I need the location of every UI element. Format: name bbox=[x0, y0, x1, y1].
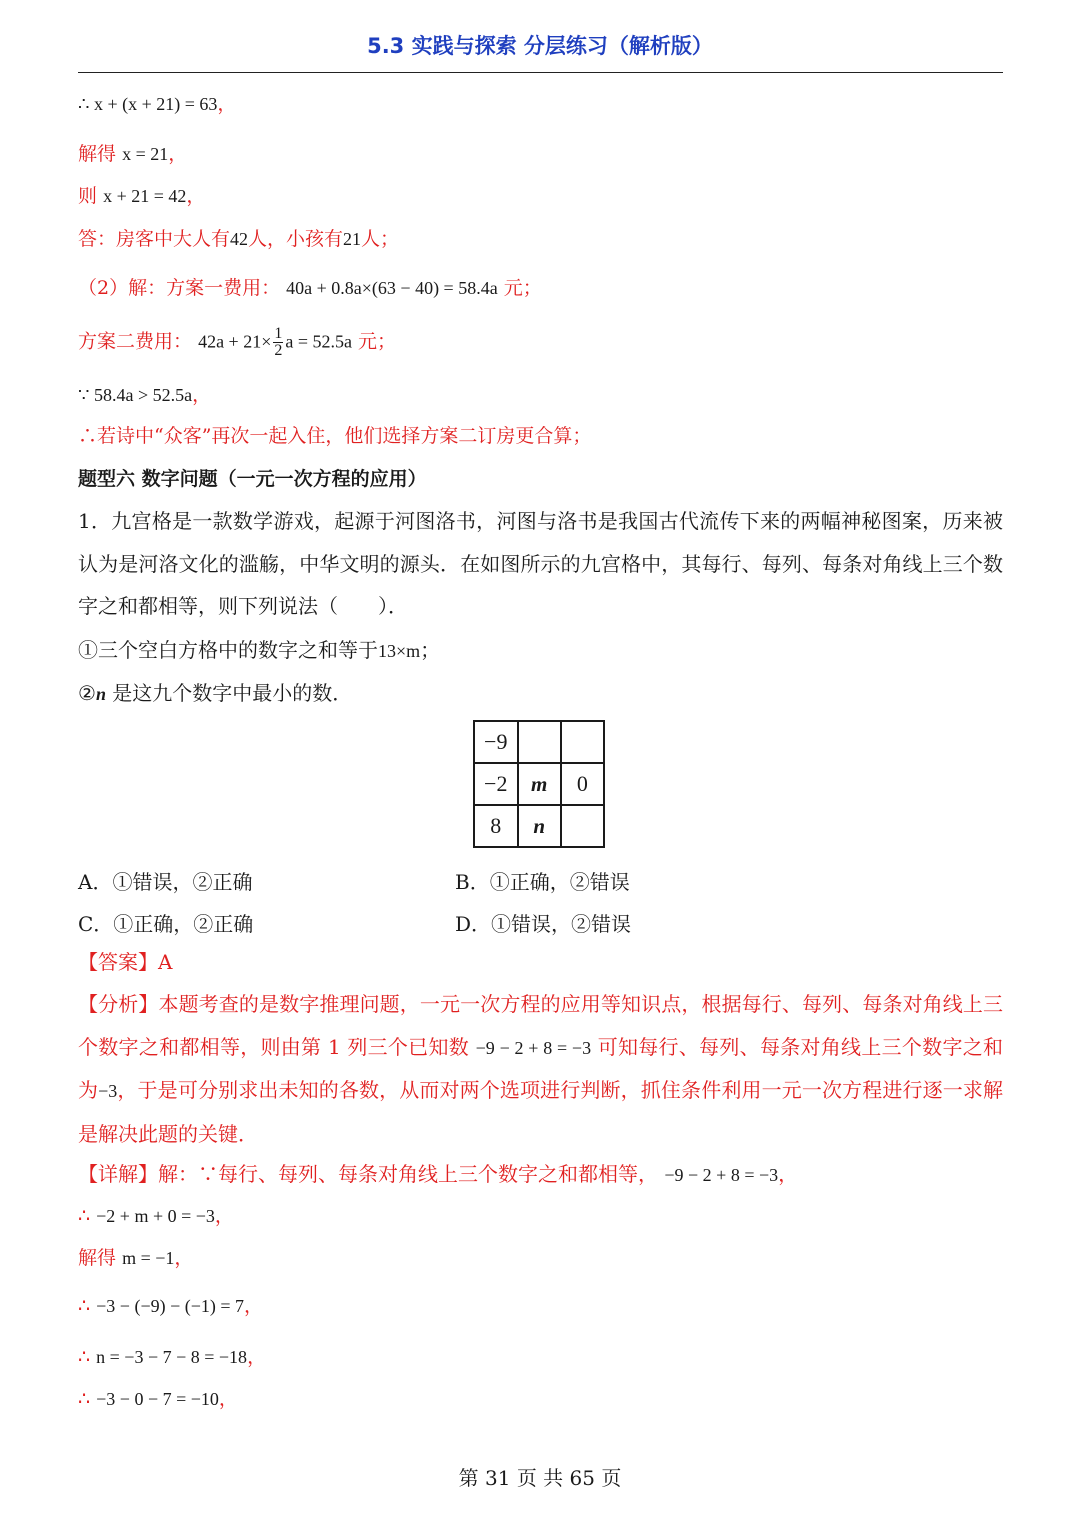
analysis-text-c: ，于是可分别求出未知的各数，从而对两个选项进行判断，抓住条件利用一元一次方程进行逐一求解是解决此题的关键． bbox=[78, 1078, 1004, 1146]
option-c[interactable]: C．①正确，②正确 bbox=[78, 912, 254, 936]
equation-1: ∴ x + (x + 21) = 63 bbox=[78, 94, 218, 114]
answer-label: 【答案】 bbox=[78, 950, 158, 974]
detail-step-5-math: −3 − 0 − 7 = −10 bbox=[96, 1389, 219, 1409]
plan2-cost-b: a = 52.5a bbox=[285, 331, 352, 352]
statement-2-marker: ② bbox=[78, 681, 96, 705]
answer-line bbox=[78, 952, 172, 972]
fraction-one-half bbox=[273, 326, 283, 359]
plan1-cost: 40a + 0.8a×(63 − 40) = 58.4a bbox=[286, 278, 498, 298]
analysis-text-a: 本题考查的是数字推理问题，一元一次方程的应用等知识点，根据每行、每列、每条对角线上三个数字之和都相等，则由第 1 列三个已知数 bbox=[78, 992, 1004, 1059]
grid-cell: n bbox=[518, 805, 561, 847]
statement-1 bbox=[78, 640, 440, 660]
conclusion-line: ∴若诗中“众客”再次一起入住，他们选择方案二订房更合算； bbox=[78, 425, 592, 447]
detail-step-2-label: 解得 bbox=[78, 1247, 117, 1269]
magic-square-grid bbox=[473, 720, 605, 848]
plan1-label: （2）解：方案一费用： bbox=[78, 277, 281, 299]
detail-step-3-tail: ， bbox=[244, 1295, 264, 1317]
detail-step-4-math: n = −3 − 7 − 8 = −18 bbox=[96, 1347, 248, 1367]
option-a[interactable]: A．①错误，②正确 bbox=[78, 870, 253, 894]
equation-1-tail: ， bbox=[217, 93, 237, 115]
then-tail: ， bbox=[186, 185, 206, 207]
question-stem: 1．九宫格是一款数学游戏，起源于河图洛书，河图与洛书是我国古代流传下来的两幅神秘图案，历来被认为是河洛文化的滥觞，中华文明的源头．在如图所示的九宫格中，其每行、每列、每条对角线上三个数字之和都相等，则下列说法（ ）． bbox=[78, 509, 1003, 618]
compare-line bbox=[78, 386, 211, 405]
answer-prev-text-a: 答：房客中大人有 bbox=[78, 228, 231, 250]
answer-prev-text-b: 人，小孩有 bbox=[248, 228, 344, 250]
grid-cell bbox=[561, 805, 604, 847]
plan2-unit: 元； bbox=[358, 330, 397, 353]
plan1-line bbox=[78, 279, 542, 298]
statement-1-text: ①三个空白方格中的数字之和等于 bbox=[78, 638, 378, 662]
fraction-denominator: 2 bbox=[274, 342, 283, 359]
option-b[interactable]: B．①正确，②错误 bbox=[455, 870, 630, 894]
statement-1-math: 13×m bbox=[378, 641, 421, 661]
then-line bbox=[78, 187, 205, 206]
answer-value: A bbox=[158, 950, 173, 974]
solve-tail: ， bbox=[168, 143, 188, 165]
grid-cell bbox=[518, 721, 561, 763]
analysis-label: 【分析】 bbox=[78, 992, 159, 1016]
then-label: 则 bbox=[78, 185, 98, 207]
grid-cell: −2 bbox=[474, 763, 518, 805]
answer-prev-text-c: 人； bbox=[361, 228, 400, 250]
answer-line-prev bbox=[78, 230, 399, 249]
plan2-label: 方案二费用： bbox=[78, 330, 193, 353]
grid-cell bbox=[561, 721, 604, 763]
grid-cell: 8 bbox=[474, 805, 518, 847]
grid-cell: −9 bbox=[474, 721, 518, 763]
analysis-math-2: −3 bbox=[98, 1081, 118, 1101]
statement-2-var: n bbox=[95, 684, 106, 704]
solve-line bbox=[78, 145, 187, 164]
detail-step-3 bbox=[78, 1297, 263, 1316]
detail-intro-tail: ， bbox=[778, 1162, 799, 1186]
detail-step-1-math: −2 + m + 0 = −3 bbox=[96, 1206, 215, 1226]
detail-intro-line bbox=[78, 1164, 798, 1184]
plan1-unit: 元； bbox=[503, 277, 542, 299]
therefore-symbol: ∴ bbox=[78, 1295, 91, 1317]
analysis-math-1: −9 − 2 + 8 = −3 bbox=[475, 1037, 592, 1058]
plan2-line bbox=[78, 326, 396, 359]
answer-prev-children: 21 bbox=[343, 229, 362, 249]
header-divider bbox=[78, 72, 1003, 73]
analysis-paragraph bbox=[78, 983, 1003, 1155]
solve-value: x = 21 bbox=[122, 144, 169, 164]
solve-label: 解得 bbox=[78, 143, 117, 165]
detail-step-2-tail: ， bbox=[174, 1247, 194, 1269]
detail-step-2-math: m = −1 bbox=[122, 1248, 175, 1268]
detail-step-4 bbox=[78, 1348, 266, 1367]
therefore-symbol: ∴ bbox=[78, 1205, 91, 1227]
detail-step-5-tail: ， bbox=[218, 1388, 238, 1410]
detail-step-4-tail: ， bbox=[247, 1346, 267, 1368]
statement-2 bbox=[78, 683, 352, 703]
page-footer: 第 31 页 共 65 页 bbox=[458, 1466, 622, 1490]
section-title: 题型六 数字问题（一元一次方程的应用） bbox=[78, 468, 427, 490]
analysis-text-b: 可知每行、每列、每条对角线上三个数字之和为 bbox=[78, 1034, 1004, 1102]
detail-step-2 bbox=[78, 1249, 193, 1268]
statement-1-tail: ； bbox=[420, 638, 441, 662]
detail-step-1 bbox=[78, 1207, 234, 1226]
equation-line-1 bbox=[78, 95, 236, 114]
detail-step-1-tail: ， bbox=[214, 1205, 234, 1227]
detail-label: 【详解】解：∵每行、每列、每条对角线上三个数字之和都相等， bbox=[78, 1162, 658, 1186]
plan2-cost-a: 42a + 21× bbox=[198, 331, 272, 352]
option-d[interactable]: D．①错误，②错误 bbox=[455, 912, 632, 936]
compare-expression: ∵ 58.4a > 52.5a bbox=[78, 385, 193, 405]
detail-intro-math: −9 − 2 + 8 = −3 bbox=[664, 1165, 779, 1185]
then-value: x + 21 = 42 bbox=[103, 186, 187, 206]
therefore-symbol: ∴ bbox=[78, 1388, 91, 1410]
answer-prev-adults: 42 bbox=[230, 229, 249, 249]
grid-cell: m bbox=[518, 763, 561, 805]
therefore-symbol: ∴ bbox=[78, 1346, 91, 1368]
detail-step-3-math: −3 − (−9) − (−1) = 7 bbox=[96, 1296, 245, 1316]
page-header-title: 5.3 实践与探索 分层练习（解析版） bbox=[367, 34, 713, 58]
fraction-numerator: 1 bbox=[274, 325, 283, 342]
compare-tail: ， bbox=[192, 384, 212, 406]
detail-step-5 bbox=[78, 1390, 238, 1409]
statement-2-text: 是这九个数字中最小的数． bbox=[105, 681, 353, 705]
grid-cell: 0 bbox=[561, 763, 604, 805]
